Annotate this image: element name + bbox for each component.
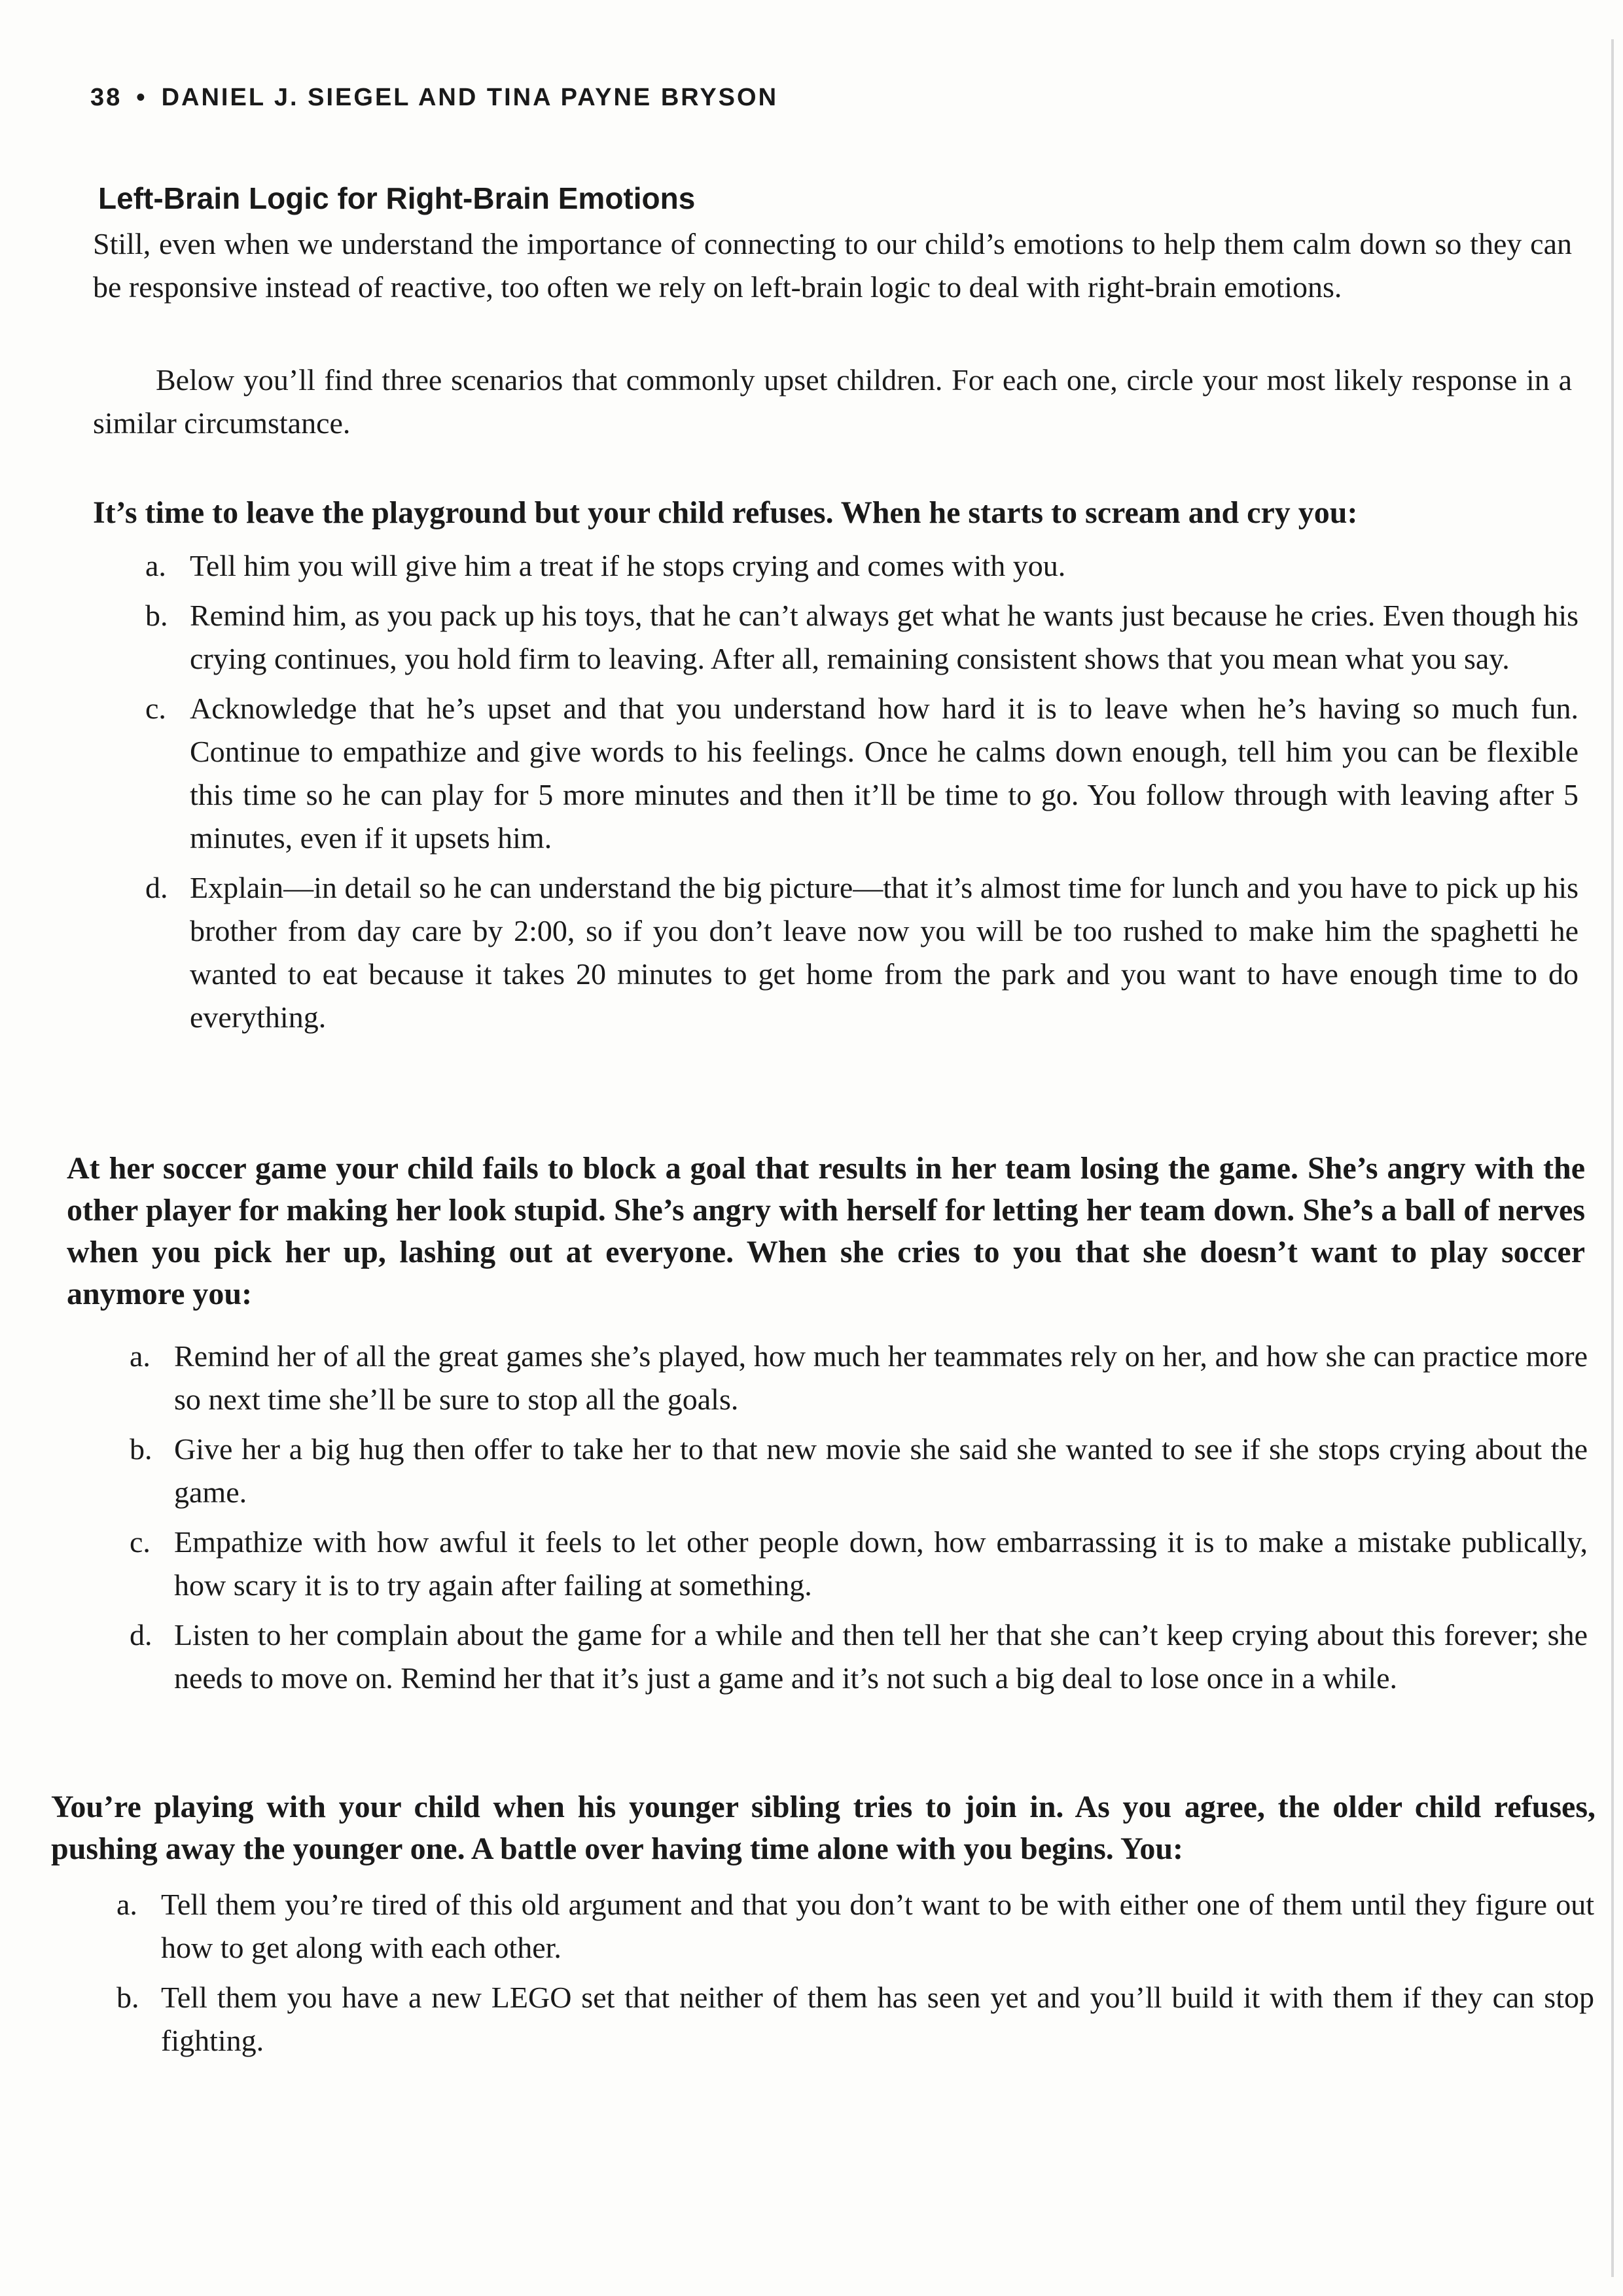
option-letter: b. xyxy=(130,1432,152,1466)
option-letter: a. xyxy=(130,1339,151,1373)
option-item[interactable] xyxy=(130,1614,1588,1700)
section-heading: Left-Brain Logic for Right-Brain Emotions xyxy=(98,181,696,215)
option-text: Tell them you’re tired of this old argument and that you don’t want to be with either one of them until they figure out how to get along with each other. xyxy=(161,1888,1594,1964)
option-text: Give her a big hug then offer to take her to that new movie she said she wanted to see if she stops crying about the game. xyxy=(174,1432,1588,1509)
scenario-options xyxy=(145,544,1578,1046)
option-item[interactable] xyxy=(130,1428,1588,1514)
option-item[interactable] xyxy=(145,594,1578,680)
running-head-separator: • xyxy=(136,84,147,111)
option-text: Explain—in detail so he can understand the big picture—that it’s almost time for lunch and you have to pick up his brother from day care by 2:00, so if you don’t leave now you will be too rushed to make him the spaghetti he wanted to eat because it takes 20 minutes to get home from the park and you want to have enough time to do everything. xyxy=(190,871,1578,1034)
intro-paragraph: Still, even when we understand the importance of connecting to our child’s emotions to help them calm down so they can be responsive instead of reactive, too often we rely on left-brain logic to deal with right-brain emotions. xyxy=(93,227,1572,304)
option-item[interactable] xyxy=(130,1335,1588,1421)
option-text: Remind him, as you pack up his toys, that he can’t always get what he wants just because he cries. Even though his crying continues, you hold firm to leaving. After all, remaining consistent shows that you mean what you say. xyxy=(190,599,1578,675)
option-letter: c. xyxy=(130,1525,151,1559)
option-item[interactable] xyxy=(130,1521,1588,1607)
scenario-options xyxy=(130,1335,1588,1706)
option-item[interactable] xyxy=(145,687,1578,860)
option-item[interactable] xyxy=(145,866,1578,1039)
option-text: Listen to her complain about the game for a while and then tell her that she can’t keep crying about this forever; she needs to move on. Remind her that it’s just a game and it’s not such a big deal to lose once in a while. xyxy=(174,1618,1588,1695)
option-item[interactable] xyxy=(145,544,1578,588)
scenario-prompt: It’s time to leave the playground but your child refuses. When he starts to scream and cry you: xyxy=(93,495,1358,530)
running-head xyxy=(90,84,778,112)
option-letter: d. xyxy=(145,871,168,904)
running-head-authors: DANIEL J. SIEGEL AND TINA PAYNE BRYSON xyxy=(161,84,779,111)
option-letter: c. xyxy=(145,692,166,725)
option-text: Remind her of all the great games she’s played, how much her teammates rely on her, and how she can practice more so next time she’ll be sure to stop all the goals. xyxy=(174,1339,1588,1416)
option-text: Tell him you will give him a treat if he stops crying and comes with you. xyxy=(190,549,1066,582)
option-text: Empathize with how awful it feels to let other people down, how embarrassing it is to make a mistake publically, how scary it is to try again after failing at something. xyxy=(174,1525,1588,1602)
option-letter: b. xyxy=(145,599,168,632)
option-item[interactable] xyxy=(116,1976,1594,2062)
instructions-paragraph: Below you’ll find three scenarios that commonly upset children. For each one, circle your most likely response in a similar circumstance. xyxy=(93,363,1572,440)
page-number: 38 xyxy=(90,84,122,111)
option-text: Tell them you have a new LEGO set that neither of them has seen yet and you’ll build it with them if they can stop fighting. xyxy=(161,1981,1594,2057)
scenario-prompt: At her soccer game your child fails to block a goal that results in her team losing the game. She’s angry with the other player for making her look stupid. She’s angry with herself for letting her team down. She’s a ball of nerves when you pick her up, lashing out at everyone. When she cries to you that she doesn’t want to play soccer anymore you: xyxy=(67,1151,1585,1311)
scenario-options xyxy=(116,1883,1594,2069)
option-letter: d. xyxy=(130,1618,152,1651)
page-edge-shadow xyxy=(1611,39,1614,2277)
option-text: Acknowledge that he’s upset and that you understand how hard it is to leave when he’s having so much fun. Continue to empathize and give words to his feelings. Once he calms down enough, tell him you can be flexible this time so he can play for 5 more minutes and then it’ll be time to go. You follow through with leaving after 5 minutes, even if it upsets him. xyxy=(190,692,1578,855)
option-item[interactable] xyxy=(116,1883,1594,1969)
scenario-prompt: You’re playing with your child when his younger sibling tries to join in. As you agree, the older child refuses, pushing away the younger one. A battle over having time alone with you begins. You: xyxy=(51,1790,1596,1866)
option-letter: a. xyxy=(145,549,166,582)
option-letter: b. xyxy=(116,1981,139,2014)
option-letter: a. xyxy=(116,1888,137,1921)
